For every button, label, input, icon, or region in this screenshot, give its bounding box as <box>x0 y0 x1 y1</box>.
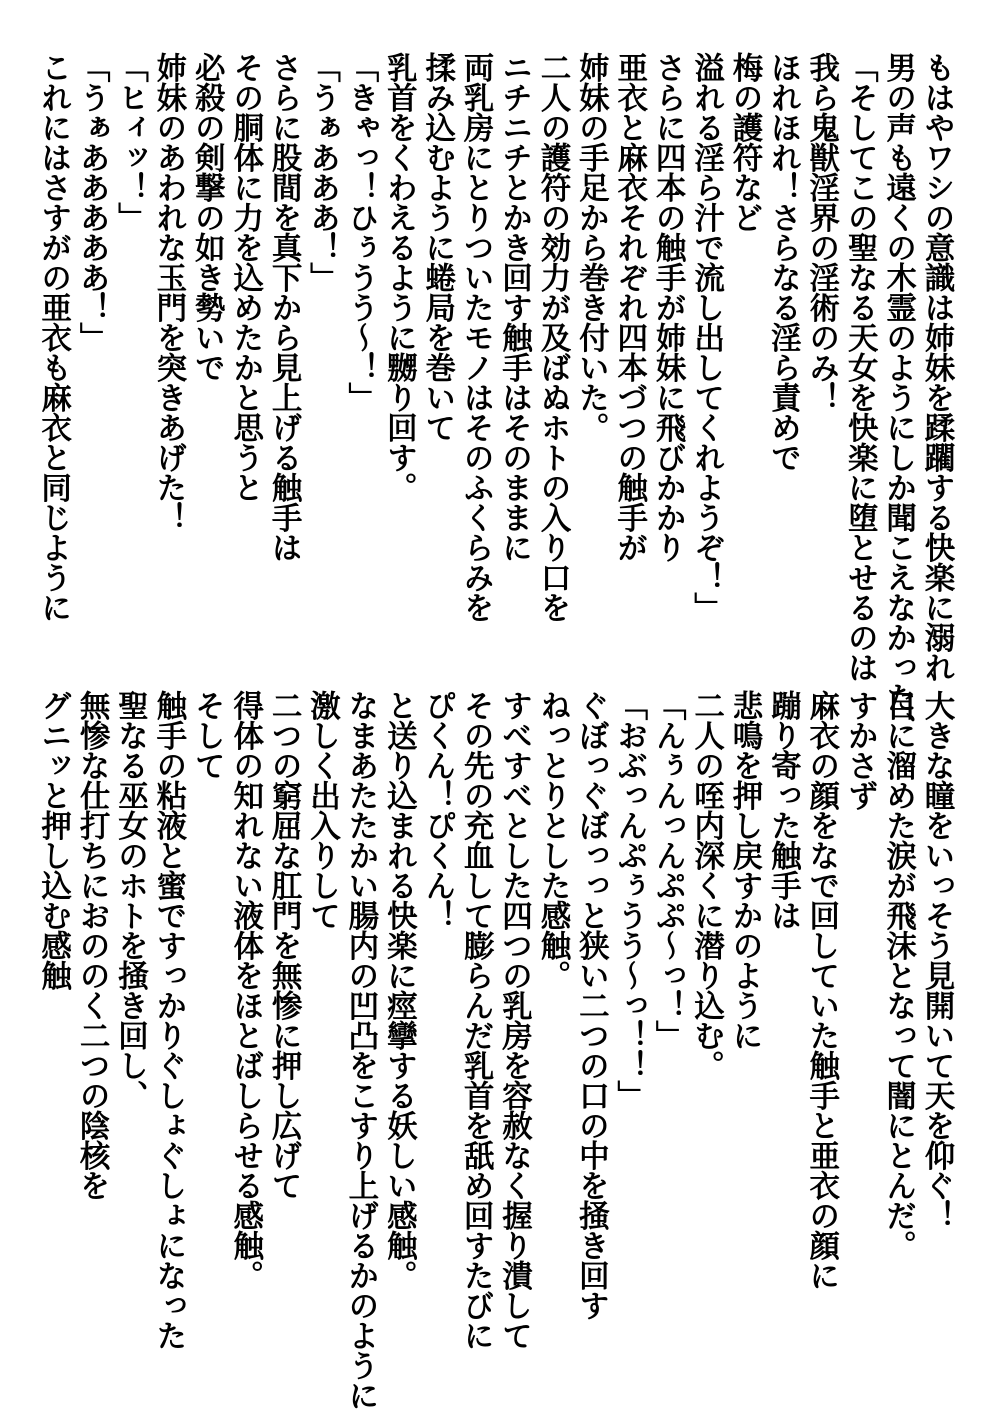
text-line: 二人の護符の効力が及ばぬホトの入り口を <box>534 52 571 622</box>
text-line: 乳首をくわえるように嬲り回す。 <box>381 52 418 502</box>
text-line: 「きゃっ！ひぅうう〜！」 <box>342 52 379 412</box>
text-line: 無惨な仕打ちにおののく二つの陰核を <box>74 690 111 1200</box>
text-line: 「ヒィッ！」 <box>112 52 149 232</box>
text-line: 聖なる巫女のホトを掻き回し、 <box>112 690 149 1110</box>
text-line: そして <box>189 690 226 780</box>
text-line: もはやワシの意識は姉妹を蹂躙する快楽に溺れ <box>919 52 955 682</box>
text-line: 蹦り寄った触手は <box>765 690 802 930</box>
text-line: ニチニチとかき回す触手はそのままに <box>496 52 533 562</box>
top-text-block <box>35 52 956 742</box>
text-line: これにはさすがの亜衣も麻衣と同じように <box>35 52 72 622</box>
text-line: 「うぁあああ！」 <box>304 52 341 292</box>
text-line: 目に溜めた涙が飛沫となって闇にとんだ。 <box>880 690 917 1260</box>
text-line: と送り込まれる快楽に痙攣する妖しい感触。 <box>381 690 418 1290</box>
text-line: 我ら鬼獣淫界の淫術のみ！ <box>803 52 840 412</box>
text-line: ねっとりとした感触。 <box>534 690 571 990</box>
text-line: 麻衣の顔をなで回していた触手と亜衣の顔に <box>803 690 840 1290</box>
text-line: 二つの窮屈な肛門を無惨に押し広げて <box>266 690 303 1200</box>
text-line: 姉妹の手足から巻き付いた。 <box>573 52 610 442</box>
text-line: 「そしてこの聖なる天女を快楽に堕とせるのは <box>842 52 879 682</box>
text-line: ぴくん！ぴくん！ <box>419 690 456 930</box>
text-line: 得体の知れない液体をほとばしらせる感触。 <box>227 690 264 1290</box>
text-line: すかさず <box>842 690 879 810</box>
text-line: グニッと押し込む感触 <box>35 690 72 990</box>
text-line: 必殺の剣撃の如き勢いで <box>189 52 226 382</box>
text-line: 梅の護符など <box>726 52 763 232</box>
text-line: その先の充血して膨らんだ乳首を舐め回すたびに <box>458 690 495 1350</box>
text-line: なまあたたかい腸内の凹凸をこすり上げるかのように <box>342 690 379 1410</box>
text-line: 「うぁあああああ！」 <box>74 52 111 352</box>
text-line: 姉妹のあわれな玉門を突きあげた！ <box>150 52 187 532</box>
bottom-text-block <box>35 690 956 1410</box>
text-line: 両乳房にとりついたモノはそのふくらみを <box>458 52 495 622</box>
text-line: 亜衣と麻衣それぞれ四本づつの触手が <box>611 52 648 562</box>
text-line: 二人の咥内深くに潜り込む。 <box>688 690 725 1080</box>
text-line: ぐぼっぐぼっっと狭い二つの口の中を掻き回す <box>573 690 610 1320</box>
text-line: さらに股間を真下から見上げる触手は <box>266 52 303 562</box>
text-line: 男の声も遠くの木霊のようにしか聞こえなかった、 <box>880 52 917 742</box>
text-line: 触手の粘液と蜜ですっかりぐしょぐしょになった <box>150 690 187 1350</box>
text-line: 溢れる淫ら汁で流し出してくれようぞ！」 <box>688 52 725 622</box>
text-line: ほれほれ！さらなる淫ら責めで <box>765 52 802 472</box>
text-line: 「んぅんっんぷぷ〜っ！」 <box>650 690 687 1050</box>
text-line: その胴体に力を込めたかと思うと <box>227 52 264 502</box>
text-line: さらに四本の触手が姉妹に飛びかかり <box>650 52 687 562</box>
text-line: 大きな瞳をいっそう見開いて天を仰ぐ！ <box>919 690 955 1230</box>
text-line: すべすべとした四つの乳房を容赦なく握り潰して <box>496 690 533 1350</box>
text-line: 悲鳴を押し戻すかのように <box>726 690 763 1050</box>
text-line: 「おぶっんぷぅうう〜っ！！」 <box>611 690 648 1110</box>
text-line: 激しく出入りして <box>304 690 341 930</box>
text-line: 揉み込むように蜷局を巻いて <box>419 52 456 442</box>
